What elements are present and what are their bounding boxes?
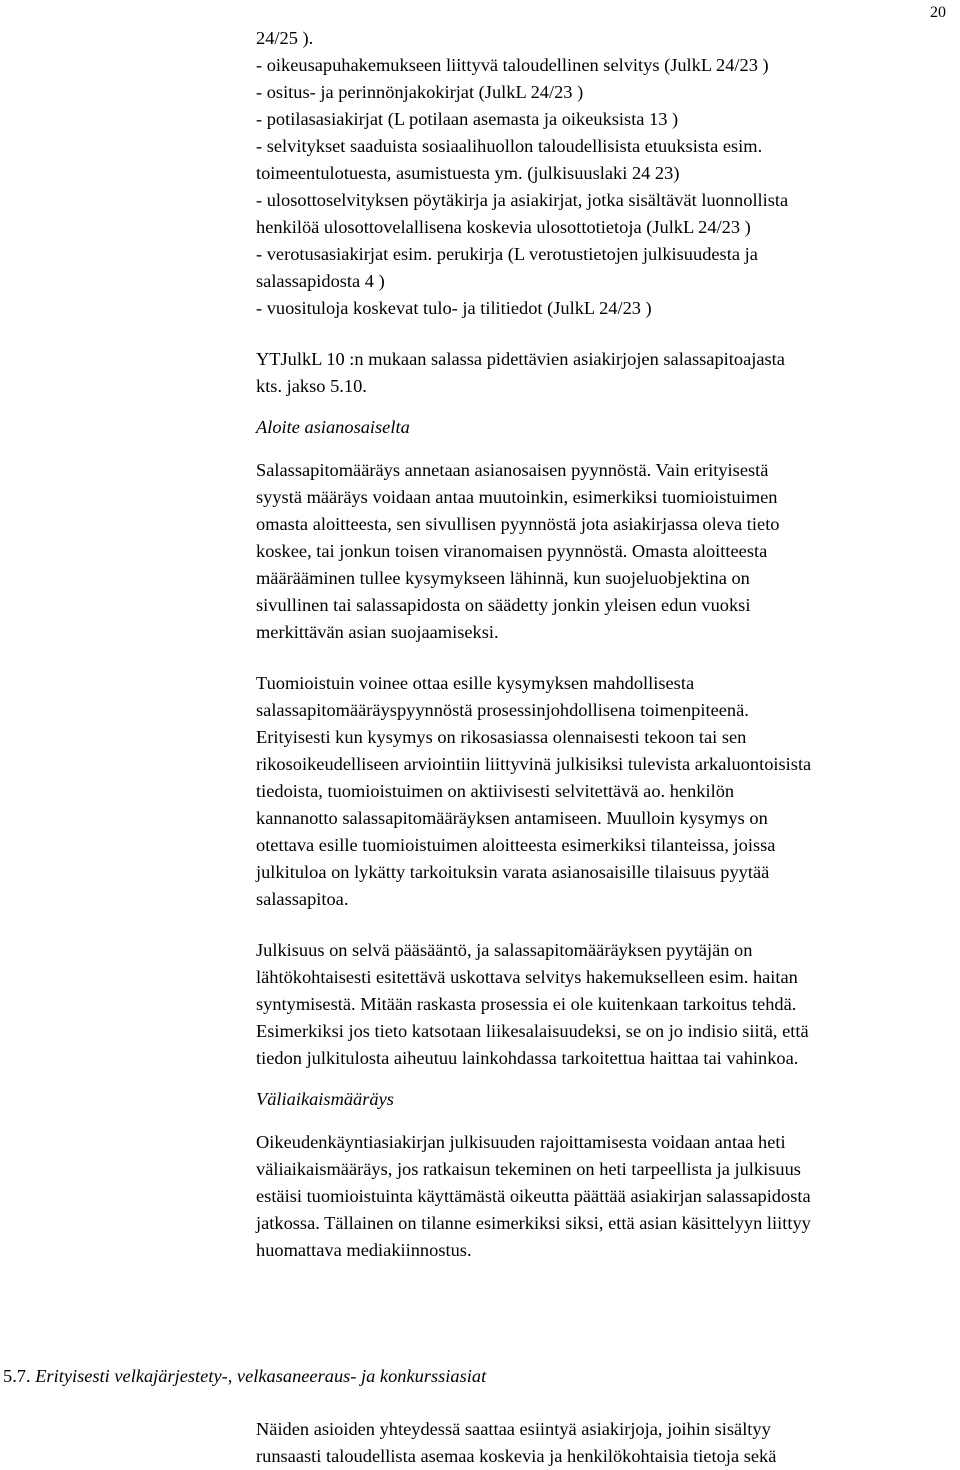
paragraph-line: syystä määräys voidaan antaa muutoinkin, esimerkiksi tuomioistuimen [256,487,778,507]
paragraph-aloite [256,457,956,646]
paragraph-line: omasta aloitteesta, sen sivullisen pyynnöstä jota asiakirjassa oleva tieto [256,514,780,534]
paragraph-line: tiedoista, tuomioistuimen on aktiivisesti selvitettävä ao. henkilön [256,781,735,801]
list-item: - potilasasiakirjat (L potilaan asemasta ja oikeuksista 13 ) [256,109,679,129]
paragraph-line: runsaasti taloudellista asemaa koskevia ja henkilökohtaisia tietoja sekä [256,1446,777,1466]
paragraph-line: väliaikaismääräys, jos ratkaisun tekeminen on heti tarpeellista ja julkisuus [256,1159,801,1179]
paragraph-julkisuus [256,937,956,1072]
paragraph-line: merkittävän asian suojaamiseksi. [256,622,499,642]
section-title: Erityisesti velkajärjestety-, velkasaneeraus- ja konkurssiasiat [35,1366,487,1386]
paragraph-line: Näiden asioiden yhteydessä saattaa esiintyä asiakirjoja, joihin sisältyy [256,1419,771,1439]
paragraph-line: Salassapitomääräys annetaan asianosaisen pyynnöstä. Vain erityisestä [256,460,769,480]
list-item: 24/25 ). [256,28,314,48]
paragraph-line: Esimerkiksi jos tieto katsotaan liikesalaisuudeksi, se on jo indisio siitä, että [256,1021,809,1041]
paragraph-line: YTJulkL 10 :n mukaan salassa pidettävien asiakirjojen salassapitoajasta [256,349,785,369]
paragraph-line: Tuomioistuin voinee ottaa esille kysymyksen mahdollisesta [256,673,695,693]
heading-valiaikaismaarays: Väliaikaismääräys [256,1089,394,1109]
paragraph-line: tiedon julkitulosta aiheutuu lainkohdassa tarkoitettua haittaa tai vahinkoa. [256,1048,799,1068]
paragraph-valiaikais [256,1129,956,1264]
page-number: 20 [930,4,946,21]
paragraph-line: sivullinen tai salassapidosta on säädetty jonkin yleisen edun vuoksi [256,595,751,615]
paragraph-line: kts. jakso 5.10. [256,376,367,396]
list-item: - vuosituloja koskevat tulo- ja tilitiedot (JulkL 24/23 ) [256,298,652,318]
paragraph-line: Erityisesti kun kysymys on rikosasiassa olennaisesti tekoon tai sen [256,727,747,747]
section-number: 5.7. [3,1366,31,1386]
list-item: salassapidosta 4 ) [256,271,385,291]
paragraph-line: lähtökohtaisesti esitettävä uskottava selvitys hakemukselleen esim. haitan [256,967,798,987]
paragraph-section-intro [256,1416,956,1470]
paragraph-line: rikosoikeudelliseen arviointiin liittyvinä julkisiksi tulevista arkaluontoisista [256,754,812,774]
paragraph-line: salassapitoa. [256,889,349,909]
paragraph-line: kannanotto salassapitomääräyksen antamiseen. Muulloin kysymys on [256,808,768,828]
paragraph-line: koskee, tai jonkun toisen viranomaisen pyynnöstä. Omasta aloitteesta [256,541,768,561]
paragraph-line: syntymisestä. Mitään raskasta prosessia ei ole kuitenkaan tarkoitus tehdä. [256,994,797,1014]
list-item: - ulosottoselvityksen pöytäkirja ja asiakirjat, jotka sisältävät luonnollista [256,190,789,210]
page-body [256,25,956,1264]
paragraph-line: salassapitomääräyspyynnöstä prosessinjohdollisena toimenpiteenä. [256,700,749,720]
list-item: - oikeusapuhakemukseen liittyvä taloudellinen selvitys (JulkL 24/23 ) [256,55,769,75]
list-item: toimeentulotuesta, asumistuesta ym. (julkisuuslaki 24 23) [256,163,680,183]
list-item: - verotusasiakirjat esim. perukirja (L verotustietojen julkisuudesta ja [256,244,758,264]
paragraph-ytjulkl [256,346,956,400]
paragraph-line: otettava esille tuomioistuimen aloitteesta esimerkiksi tilanteissa, joissa [256,835,776,855]
paragraph-line: huomattava mediakiinnostus. [256,1240,472,1260]
paragraph-tuomioistuin [256,670,956,913]
paragraph-line: Oikeudenkäyntiasiakirjan julkisuuden rajoittamisesta voidaan antaa heti [256,1132,786,1152]
list-block [256,25,956,322]
list-item: henkilöä ulosottovelallisena koskevia ulosottotietoja (JulkL 24/23 ) [256,217,751,237]
paragraph-line: määrääminen tullee kysymykseen lähinnä, kun suojeluobjektina on [256,568,750,588]
list-item: - selvitykset saaduista sosiaalihuollon taloudellisista etuuksista esim. [256,136,763,156]
list-item: - ositus- ja perinnönjakokirjat (JulkL 24/23 ) [256,82,584,102]
paragraph-line: estäisi tuomioistuinta käyttämästä oikeutta päättää asiakirjan salassapidosta [256,1186,811,1206]
section-heading [3,1363,486,1390]
paragraph-line: jatkossa. Tällainen on tilanne esimerkiksi siksi, että asian käsittelyyn liittyy [256,1213,811,1233]
paragraph-line: Julkisuus on selvä pääsääntö, ja salassapitomääräyksen pyytäjän on [256,940,753,960]
paragraph-line: julkituloa on lykätty tarkoituksin varata asianosaisille tilaisuus pyytää [256,862,770,882]
heading-aloite: Aloite asianosaiselta [256,417,410,437]
